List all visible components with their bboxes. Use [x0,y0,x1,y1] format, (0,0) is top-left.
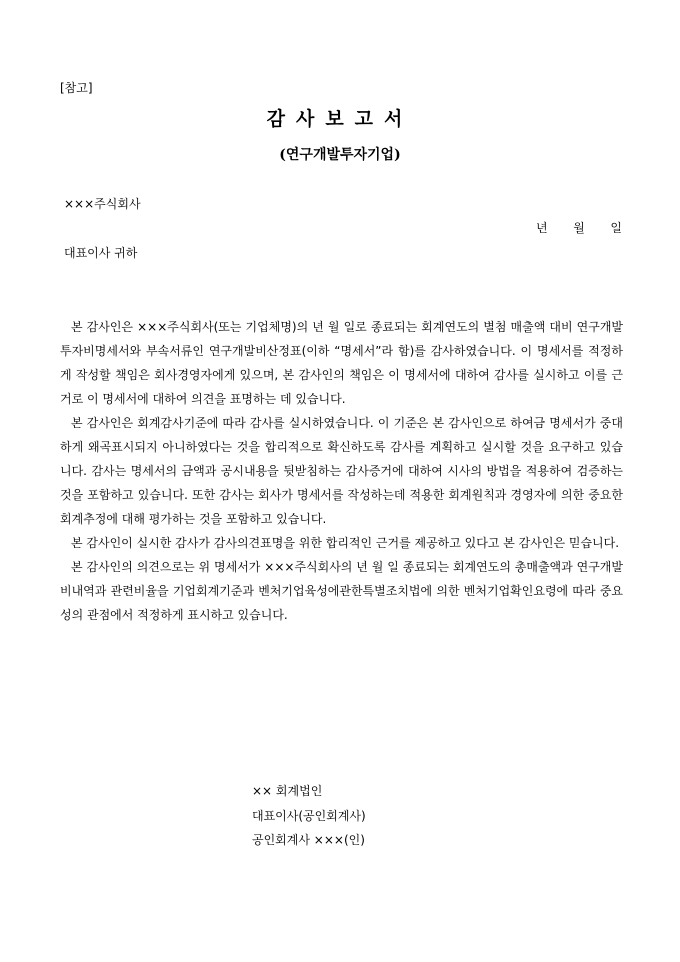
firm-representative: 대표이사(공인회계사) [252,808,366,823]
report-body [60,315,623,627]
paragraph-scope: 본 감사인은 ×××주식회사(또는 기업체명)의 년 월 일로 종료되는 회계연도의 별첨 매출액 대비 연구개발투자비명세서와 부속서류인 연구개발비산정표(이하 “명세서”라 함)를 감사하였습니다. 이 명세서를 적정하게 작성할 책임은 회사경영자에게 있으며, 본 감사인의 책임은 이 명세서에 대하여 감사를 실시하고 이를 근거로 이 명세서에 대하여 의견을 표명하는 데 있습니다. [60,320,623,406]
document-subtitle: (연구개발투자기업) [279,147,401,163]
paragraph-basis: 본 감사인이 실시한 감사가 감사의견표명을 위한 합리적인 근거를 제공하고 있다고 본 감사인은 믿습니다. [71,536,620,550]
report-date [536,219,622,236]
addressee: 대표이사 귀하 [64,246,138,260]
date-month: 월 [573,221,585,235]
paragraph-standards: 본 감사인은 회계감사기준에 따라 감사를 실시하였습니다. 이 기준은 본 감사인으로 하여금 명세서가 중대하게 왜곡표시되지 아니하였다는 것을 합리적으로 확신하도록 감사를 계획하고 실시할 것을 요구하고 있습니다. 감사는 명세서의 금액과 공시내용을 뒷받침하는 감사증거에 대하여 시사의 방법을 적용하여 검증하는 것을 포함하고 있습니다. 또한 감사는 회사가 명세서를 작성하는데 적용한 회계원칙과 경영자에 의한 중요한 회계추정에 대해 평가하는 것을 포함하고 있습니다. [60,416,623,526]
date-year: 년 [536,221,548,235]
audit-firm: ×× 회계법인 [252,784,323,798]
reference-label: [참고] [60,81,93,95]
date-day: 일 [610,221,622,235]
certified-accountant: 공인회계사 ×××(인) [252,833,365,847]
document-title: 감사보고서 [266,108,414,130]
signature-block [252,779,366,853]
paragraph-opinion: 본 감사인의 의견으로는 위 명세서가 ×××주식회사의 년 월 일 종료되는 회계연도의 총매출액과 연구개발비내역과 관련비율을 기업회계기준과 벤처기업육성에관한특별조치법에 의한 벤처기업확인요령에 따라 중요성의 관점에서 적정하게 표시하고 있습니다. [60,560,623,622]
company-name: ×××주식회사 [64,197,141,211]
